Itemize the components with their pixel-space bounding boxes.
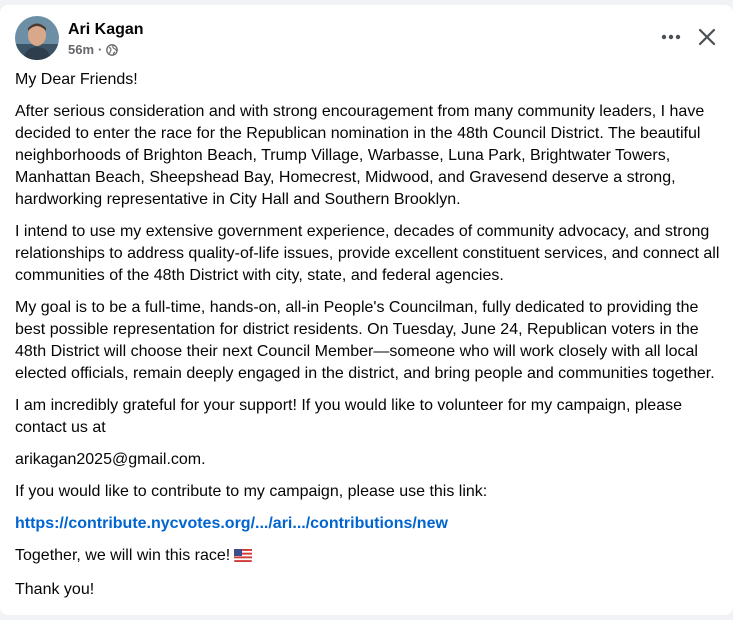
- email-text: arikagan2025@gmail.com.: [15, 451, 206, 468]
- post-card: [0, 5, 733, 615]
- closing-line: Together, we will win this race!: [15, 547, 231, 564]
- globe-icon[interactable]: [106, 44, 118, 56]
- post-body: [15, 69, 727, 611]
- greeting-text: My Dear Friends!: [15, 71, 138, 88]
- more-options-button[interactable]: [653, 19, 689, 55]
- us-flag-icon: [234, 547, 252, 569]
- thank-you-text: Thank you!: [15, 581, 95, 598]
- post-actions: [653, 19, 725, 55]
- post-paragraph-5: If you would like to contribute to my campaign, please use this link:: [15, 483, 488, 500]
- close-button[interactable]: [689, 19, 725, 55]
- post-paragraph-3: My goal is to be a full-time, hands-on, all-in People's Councilman, fully dedicated to providing the best possible representation for district residents. On Tuesday, June 24, Republican voters in the 48th District will choose their next Council Member—someone who will work closely with all local elected officials, remain deeply engaged in the district, and bring people and communities together.: [15, 299, 715, 382]
- timestamp-row: [68, 42, 144, 58]
- separator-dot: ·: [98, 42, 103, 57]
- post-paragraph-1: After serious consideration and with strong encouragement from many community leaders, I have decided to enter the race for the Republican nomination in the 48th Council District. The beautiful neighborhoods of Brighton Beach, Trump Village, Warbasse, Luna Park, Brightwater Towers, Manhattan Beach, Sheepshead Bay, Homecrest, Midwood, and Gravesend deserve a strong, hardworking representative in City Hall and Southern Brooklyn.: [15, 103, 705, 208]
- post-meta: [68, 16, 144, 58]
- post-time[interactable]: 56m: [68, 42, 95, 57]
- contribution-link[interactable]: https://contribute.nycvotes.org/.../ari.../contributions/new: [15, 515, 448, 532]
- link-paragraph: [15, 513, 727, 535]
- post-paragraph-2: I intend to use my extensive government experience, decades of community advocacy, and strong relationships to address quality-of-life issues, provide excellent constituent services, and connect all communities of the 48th District with city, state, and federal agencies.: [15, 223, 720, 284]
- avatar[interactable]: [15, 16, 59, 60]
- close-icon: [698, 28, 716, 46]
- author-name[interactable]: Ari Kagan: [68, 21, 144, 38]
- post-paragraph-4: I am incredibly grateful for your support! If you would like to volunteer for my campaign, please contact us at: [15, 397, 682, 436]
- post-header: [15, 16, 144, 60]
- more-options-icon: [661, 34, 681, 40]
- post-paragraph-6: [15, 545, 727, 569]
